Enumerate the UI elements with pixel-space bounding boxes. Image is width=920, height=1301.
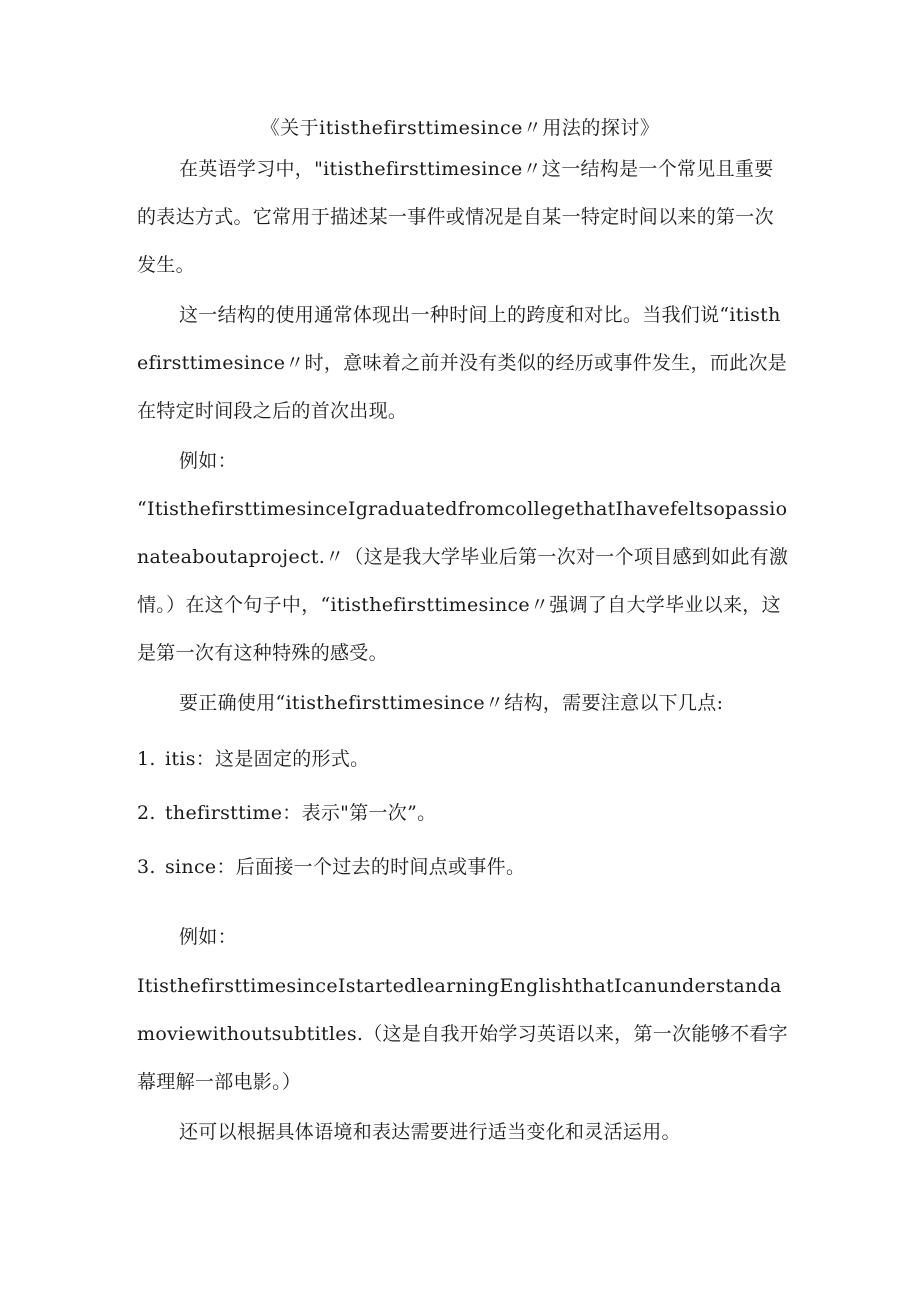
list-item-3	[137, 852, 789, 882]
paragraph-example-label-1: 例如：	[179, 450, 237, 472]
list-text: thefirsttime：表示"第一次”。	[165, 802, 437, 824]
paragraph-structure: 这一结构的使用通常体现出一种时间上的跨度和对比。当我们说“itisthefirsttimesince〃时，意味着之前并没有类似的经历或事件发生，而此次是在特定时间段之后的首次出现。	[137, 304, 788, 422]
paragraph-notes-intro: 要正确使用“itisthefirsttimesince〃结构，需要注意以下几点:	[179, 692, 724, 714]
document-title: 《关于itisthefirsttimesince〃用法的探讨》	[260, 117, 660, 139]
list-text: since：后面接一个过去的时间点或事件。	[165, 856, 526, 878]
paragraph-conclusion: 还可以根据具体语境和表达需要进行适当变化和灵活运用。	[179, 1121, 681, 1143]
list-item-1	[137, 744, 789, 774]
paragraph-example-2: ItisthefirsttimesinceIstartedlearningEnglishthatIcanunderstandamoviewithoutsubtitles.（这是自我开始学习英语以来，第一次能够不看字幕理解一部电影。）	[137, 975, 788, 1093]
paragraph-intro: 在英语学习中，"itisthefirsttimesince〃这一结构是一个常见且重要的表达方式。它常用于描述某一事件或情况是自某一特定时间以来的第一次发生。	[137, 158, 774, 276]
paragraph-example-label-2: 例如：	[179, 926, 237, 948]
list-item-2	[137, 798, 789, 828]
list-number: 1.	[137, 748, 156, 770]
list-number: 3.	[137, 856, 156, 878]
list-text: itis：这是固定的形式。	[165, 748, 370, 770]
paragraph-example-1: “ItisthefirsttimesinceIgraduatedfromcollegethatIhavefeltsopassionateaboutaproject.〃（这是我大学毕业后第一次对一个项目感到如此有激情。）在这个句子中，“itisthefirsttimesince〃强调了自大学毕业以来，这是第一次有这种特殊的感受。	[137, 498, 789, 664]
list-number: 2.	[137, 802, 156, 824]
